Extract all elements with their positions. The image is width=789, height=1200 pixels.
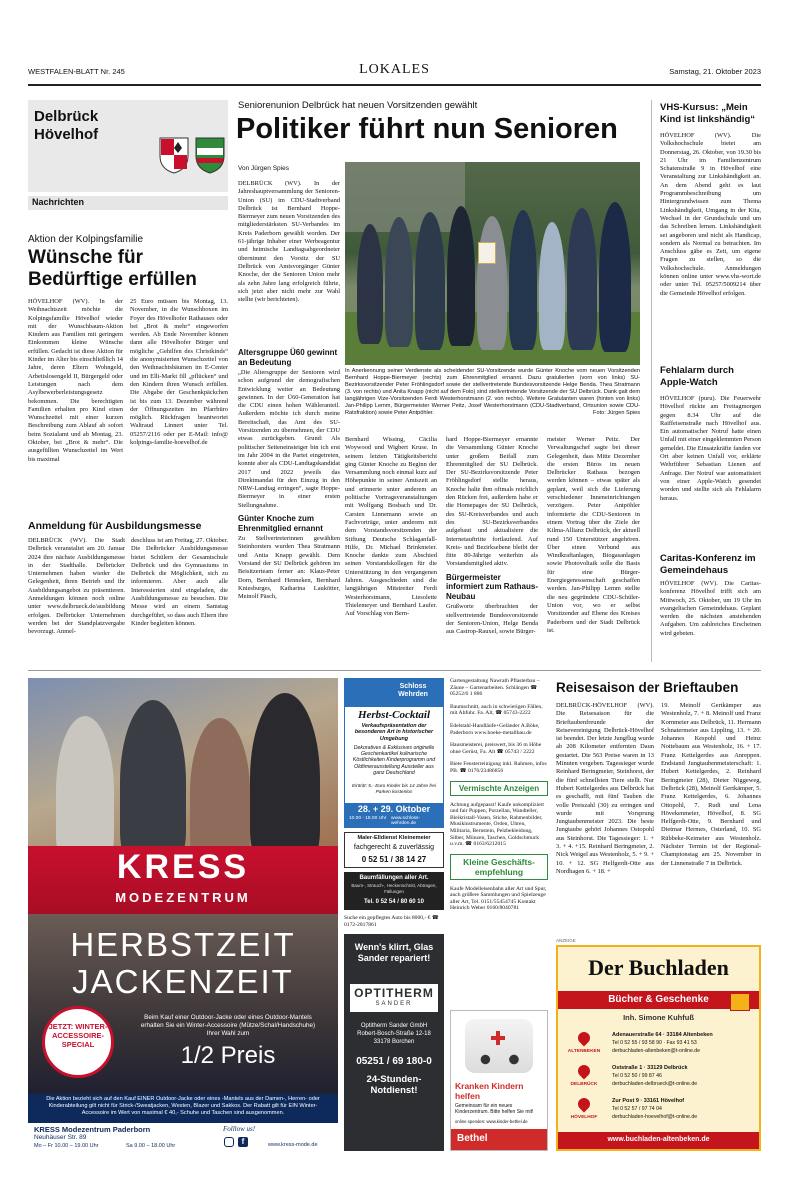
lead-colB2: Grußworte überbrachten der stellvertretende Bundesvorsitzende der Senioren-Union, Helge Benda aus Castrop-Rauxel, sowie Bürger- <box>446 603 538 636</box>
kolping-col1: HÖVELHOF (WV). In der Weihnachtszeit möchte die Kolpingsfamilie Hövelhof wieder mit der Wunschbaum-Aktion Kindern aus Familien mit geringem Einkommen kleine Wünsche erfüllen. Gedacht ist diese Aktion für Kinder im Alter bis einschließlich 14 Jahre, deren Eltern Wohngeld, Arbeitslosengeld II, Bürgergeld oder Leistungen nach dem Asylbewerberleistungsgesetz bekommen. Die berechtigten Familien erhalten pro Kind einen Wunschzettel mit einer kurzen Beschreibung zum Ablauf ab sofort beim Sozialamt und ab Montag, 23. Oktober, bei „Brot & mehr“. Die ausgefüllten Wunschzettel im Wert bis maximal <box>28 298 123 463</box>
classified-8: Kaufe Modelleisenbahn aller Art und Spur, auch größere Sammlungen und Spielzeuge aller Art, Tel. 0151/55454745 Kontakt Heinrich Weber 0160/8040781 <box>450 885 547 912</box>
fehlalarm-headline: Fehlalarm durch Apple-Watch <box>660 365 734 388</box>
schloss-l3: Eintritt: 5,- Euro Kinder bis 14 Jahre frei Parken kostenlos <box>352 784 436 795</box>
person-5 <box>477 216 507 350</box>
optitherm-tag: 24-Stunden-Notdienst! <box>366 1074 422 1096</box>
classified-3: Edelstahl-Handläufe+Geländer A.Böke, Paderborn www.boeke-metallbau.de <box>450 722 540 736</box>
classified-auto: Suche ein gepflegtes Auto bis 8000,- € ☎ 0172-2817861 <box>344 915 439 928</box>
photo-certificate <box>478 242 496 264</box>
kolping-col2: 25 Euro müssen bis Montag, 13. November, in die Wunschboxen im Foyer des Hövelhofer Rathauses oder bei „Brot & mehr“ eingeworfen werden. Ab Ende November können dann alle Hövelhofer Bürger und mögliche „Gehilfen des Christkinds“ die anonymisierten Wunschzettel von den Weihnachtsbäumen im E-Center und im Elli-Markt fill „pflücken“ und den Kindern ihren Wunsch erfüllen. Die Abgabe der Geschenkpäckchen ist bis zum 13. Dezember während der Öffnungszeiten im Pfarrbüro möglich. Rückfragen beantwortet Waltraud Linnert unter Tel. 05257/2116 oder per E-Mail: info@ kolpings-familie-hoevelhof.de <box>130 298 228 447</box>
schloss-title: Herbst-Cocktail <box>357 709 431 721</box>
brieftauben-col1: DELBRÜCK-HÖVELHOF (WV). Die Reisesaison für die Brieftaubenfreunde der Reisevereinigung Delbrück-Hövelhof ist beendet. Der letzte Jungflug wurde ab 208 Kilometer entfernten Daun gestartet. Die 563 Preise waren in 13 Minuten vergeben. Tagessieger wurde Reinhard Beringmeier, Steinhorst, der die fünf schnellsten Tiere stellt. Nur Hubert Kettelgerdes aus Delbrück hat es geschafft, mit fünf Tauben die volle Preiszahl (30) zu erringen und wurde mit Vorsprung Jungtaubenmeister 2023. Die beste Jungtaube gehört Johannes Ostopohl aus Steinhorst. Die Tagessieger: 1. + 3. + 4. +15. Reinhard Beringmeier, 2. Nick Weigel aus Westenholz, 5. + 9. + 10. + 12. SG Helfgerdt-Otte aus Nordhagen 6. + 18. + <box>556 702 654 875</box>
pin-icon-1 <box>576 1030 593 1047</box>
vhs-headline: VHS-Kursus: „Mein Kind ist linkshändig“ <box>660 102 756 125</box>
kress-addr: Neuhäuser Str. 89 <box>34 1134 87 1141</box>
classified-2: Baumschnitt, auch in schwierigen Fällen, mit Abfuhr. Fa. Alt, ☎ 05743-2222 <box>450 703 543 717</box>
optitherm-addr: Optitherm Sander GmbH Robert-Bosch-Straße 12-18 33178 Borchen <box>357 1023 431 1045</box>
issue-date: Samstag, 21. Oktober 2023 <box>669 67 761 76</box>
buch-loc3: HÖVELHOF <box>570 1115 598 1120</box>
kress-badge-text: JETZT: WINTER-ACCESSOIRE-SPECIAL <box>48 1022 108 1049</box>
vermischtes-header: Vermischte Anzeigen <box>450 781 548 796</box>
bau-t2: Baum-, Strauch-, Heckenschnitt, Abtragen, Fällungen <box>351 883 437 894</box>
kress-fine: Die Aktion bezieht sich auf den Kauf EINER Outdoor-Jacke oder eines -Mantels aus der Damen-, Herren- oder Kinderabteilung gilt nicht für Strick-/Sweatjacken, Westen, Blazer und Sakkos. Der Rabatt gilt für EIN Winter-Accessoire im Wert von maximal € 40,- Schuhe und Taschen sind ausgenommen. <box>46 1096 320 1116</box>
masthead-rule <box>28 84 761 86</box>
messe-col2: deschluss ist am Freitag, 27. Oktober. Die Delbrücker Ausbildungsmesse bietet Schülern der Gesamtschule Delbrück und des Gymnasiums in Delbrück die Möglichkeit, sich zu informieren. Aber auch alle Interessierten sind eingeladen, die Ausbildungsmesse zu besuchen. Die Messe wird an einem Samstag durchgeführt, so dass auch Eltern ihre Kinder begleiten können. <box>131 537 228 627</box>
bethel-ad <box>450 1010 548 1151</box>
schloss-date: 28. + 29. Oktober <box>357 804 431 814</box>
classifieds-column <box>450 678 548 912</box>
classified-4: Hausmeisterei, preiswert, bis 36 m Höhe ohne Gerüst, Fa. Alt ☎ 05743 / 2222 <box>450 742 542 755</box>
kress-brand: KRESS <box>116 848 250 886</box>
section-title: LOKALES <box>359 62 430 77</box>
maler-line: fachgerecht & zuverlässig <box>353 844 435 851</box>
bethel-brand: Bethel <box>457 1133 488 1144</box>
nachrichten-bar <box>28 196 228 210</box>
brieftauben-headline: Reisesaison der Brieftauben <box>556 680 739 695</box>
lead-colC: meister Werner Peitz. Der Verwaltungschef sagte bei dieser Gelegenheit, dass Mitte Dezember die ersten Büros im neuen Delbrücker Rathaus bezogen werden können – etwas später als geplant, weil sich die Lieferung verschiedener Inneneinrichtungen verzögere. Peter Antpöhler informierte die CDU-Senioren in einem Vortrag über die Ziele der Kilma-Allianz Delbrück, der aktuell rund 150 Unterstützer angehören. Über einen Verbund aus Windkraftanlagen, Biogasanlagen sowie Photovoltaik solle die Basis für eine Bürger-Energiegenossenschaft geschaffen werden. Jan-Philipp Lemm stellte die neu gegründete CDU-Schüler-Union vor, wo er selbst Vorsitzender auf Ebene des Kreises Paderborn und der Stadt Delbrück ist. <box>547 436 640 634</box>
facebook-icon[interactable]: f <box>238 1137 248 1147</box>
bau-ad <box>344 872 444 910</box>
person-6 <box>509 210 537 350</box>
schloss-ad <box>344 678 444 828</box>
maler-name: Maler-Elldienst Kleinemeier <box>357 835 431 841</box>
instagram-icon[interactable] <box>224 1137 234 1147</box>
kress-price: 1/2 Preis <box>180 1042 276 1069</box>
person-8 <box>567 208 597 350</box>
buchladen-ad <box>556 945 761 1151</box>
kress-photo <box>28 678 338 863</box>
kress-model-4 <box>250 693 320 865</box>
caritas-body: HÖVELHOF (WV). Die Caritas-konferenz Hövelhof trifft sich am Mittwoch, 25. Oktober, um 19 Uhr im evangelischen Gemeindehaus. Geplant werden die nächsten anstehenden Aufgaben. Um zahlreiches Erscheinen wird gebeten. <box>660 580 761 637</box>
buch-owner: Inh. Simone Kuhfuß <box>623 1013 694 1022</box>
kress-model-1 <box>56 716 114 866</box>
buch-t1: Tel 0 52 55 / 93 58 90 · Fax 93 41 53 <box>612 1040 697 1046</box>
buch-m1[interactable]: derbuchladen-altenbeken@t-online.de <box>612 1048 701 1054</box>
lead-body1: „Die Altersgruppe der Senioren wird schon aufgrund der demografischen Entwicklung weiter an Bedeutung gewinnen. In der Ü60-Generation hat die CDU einen hohen Wähleranteil. Außerdem möchte ich durch meine Bereitschaft, das Amt des SU-Vorsitzenden zu übernehmen, der CDU etwas zurückgeben. Grund: Als politischer Seiteneinsteiger bin ich erst im Jahr 2004 in die Partei eingetreten, konnte aber als CDU-Landtagskandidat 2017 und 2022 jeweils das Direktmandat für den Einzug in den NRW-Landtag erringen“, sagte Hoppe-Biermeyer in einer ersten Stellungnahme. <box>238 369 340 509</box>
lead-intro: DELBRÜCK (WV). In der Jahreshauptversammlung der Senioren-Union (SU) im CDU-Stadtverband Delbrück ist Bernhard Hoppe-Biermeyer zum neuen Vorsitzenden des mitgliederstärksten SU-Verbandes im Kreis Paderborn gewählt worden. Der 61-jährige Inhaber einer Werbeagentur und heimische Landtagsabgeordneter übernimmt den Vorsitz der SU Delbrück von Amtsvorgänger Günter Knoche, der die Senioren Union mehr als zehn Jahre lang erfolgreich führte, sich jetzt aber nicht mehr zur Wahl stellte (wir berichteten). <box>238 180 340 304</box>
bethel-body: Gemeinsam für ein neues Kinderzentrum. Bitte helfen Sie mit! <box>455 1103 534 1115</box>
caritas-headline: Caritas-Konferenz im Gemeindehaus <box>660 553 756 576</box>
kress-offer: Beim Kauf einer Outdoor-Jacke oder eines Outdoor-Mantels erhalten Sie ein Winter-Accessoire (Mütze/Schal/Handschuhe) Ihrer Wahl zum <box>140 1014 316 1037</box>
kress-ad <box>28 678 338 1151</box>
optitherm-head: Wenn's klirrt, Glas Sander repariert! <box>354 942 434 963</box>
kress-follow: Folllow us! <box>223 1125 256 1133</box>
masthead <box>28 62 761 84</box>
classified-5: Biete Fensterreinigung inkl. Rahmen, infos PB. ☎ 0176/23486856 <box>450 761 547 774</box>
lead-intro-wrap <box>238 348 340 601</box>
person-2 <box>385 217 413 347</box>
optitherm-brand: OPTITHERM <box>354 986 434 1000</box>
classified-6: Achtung aufgepasst! Kaufe unkompliziert und fair Puppen, Porzellan, Wandteller, Bleikristall-Vasen, Stiche, Rahmenbilder, Musikinstrumente, Orden, Uhren, Militaria, Bernstein, Pelzbekleidung, Silber, Münzen, Taschen, Goldschmuck u.v.m. ☎ 0163/6212015 <box>450 801 544 848</box>
buch-t2: Tel 0 52 50 / 99 87 46 <box>612 1073 662 1079</box>
messe-headline: Anmeldung für Ausbildungsmesse <box>28 520 202 532</box>
buch-a1: Adenauerstraße 64 · 33184 Altenbeken <box>612 1032 713 1038</box>
optitherm-sub: SANDER <box>375 1001 413 1007</box>
optitherm-ad <box>344 934 444 1151</box>
buch-a3: Zur Post 9 · 33161 Hövelhof <box>612 1098 685 1104</box>
gift-icon <box>730 993 750 1011</box>
person-3 <box>415 212 445 350</box>
kress-line1: HERBSTZEIT <box>70 926 296 963</box>
kress-hours2: Sa 9.00 – 18.00 Uhr <box>126 1143 176 1149</box>
lead-sub3: Bürgermeister informiert zum Rathaus-Neubau <box>446 572 539 601</box>
photo-credit: Foto: Jürgen Spies <box>593 410 640 416</box>
kress-sub: MODEZENTRUM <box>115 890 251 905</box>
messe-col1: DELBRÜCK (WV). Die Stadt Delbrück veranstaltet am 20. Januar 2024 ihre nächste Ausbildungsmesse in der Stadthalle. Delbrücker Unternehmen haben wieder die Gelegenheit, ihren Betrieb und ihr Ausbildungsangebot zu präsentieren. Anmeldungen können noch online unter www.delbrueck.de/ausbildung erfolgen. Delbrücker Unternehmen werden bei der Standplatzvergabe bevorzugt. Anmel- <box>28 537 125 636</box>
lead-colA: Bernhard Wissing, Cäcilia Woywood und Wigbert Kruse. In seinem letzten Tätigkeitsbericht ging Günter Knoche zu Beginn der Versammlung noch einmal kurz auf Höhepunkte in seiner Amtszeit an und erinnerte unter anderem an politische Vortragsveranstaltungen mit Wolfgang Bosbach und Dr. Carsten Linnemann sowie an Fachvorträge, unter anderem mit dem Vorstandsvorsitzenden der Stiftung Deutsche Schlaganfall-Hilfe, Dr. Michael Brinkmeier. Knoche dankte zum Abschied seinen Vorstandskollegen für die Unterstützung in den vergangenen Jahren. Ausgeschieden sind die langjährigen Mitstreiter Ferdi Westerhorstmann, Liesolette Thielemeyer und Bernhard Laufer. Auf Vorschlag von Bern- <box>345 436 437 618</box>
buch-loc1: ALTENBEKEN <box>567 1049 601 1054</box>
buch-web[interactable]: www.buchladen-altenbeken.de <box>607 1136 710 1143</box>
lead-byline: Von Jürgen Spies <box>238 165 289 172</box>
person-1 <box>357 224 383 344</box>
pin-icon-3 <box>576 1096 593 1113</box>
photo-building <box>345 162 465 232</box>
ads-top-rule <box>28 670 761 671</box>
locality-line1: Delbrück <box>34 108 99 125</box>
bau-t1: Baumfällungen aller Art. <box>359 875 429 881</box>
buch-sub: Bücher & Geschenke <box>608 994 709 1005</box>
schloss-web[interactable]: www.schloss-wehrden.de <box>391 816 421 826</box>
lead-sub2: Günter Knoche zum Ehrenmitglied ernannt <box>238 514 323 533</box>
locality-box <box>28 100 228 192</box>
lead-body2: Zu Stellvertreterinnen gewählten Steinhorsters wurden Thea Stratmann und Anita Knapp gewählt. Dem Vorstand der SU Delbrück gehören im Beisitzerteam ferner an: Klaus-Peter Dorn, Bernhard Henneken, Bernhard Kniesburges, Katharina Laukötter, Meinolf Päsch, <box>238 535 340 601</box>
person-7 <box>539 222 565 350</box>
person-4 <box>447 206 475 346</box>
buch-m3[interactable]: derbuchladen-hoevelhof@t-online.de <box>612 1114 698 1120</box>
toy-ambulance-icon <box>465 1019 533 1073</box>
lead-colB-wrap <box>446 436 538 636</box>
schloss-l1: Verkaufspräsentation der besonderen Art in historischer Umgebung <box>354 723 434 742</box>
buch-anzeige-label: ANZEIGE <box>556 938 576 943</box>
buch-a2: Oststraße 1 · 33129 Delbrück <box>612 1065 688 1071</box>
right-col-divider <box>651 100 652 662</box>
kress-store: KRESS Modezentrum Paderborn <box>34 1125 151 1134</box>
paper-issue: WESTFALEN-BLATT Nr. 245 <box>28 67 125 76</box>
lead-colB: hard Hoppe-Biermeyer ernannte die Versammlung Günter Knoche unter großem Beifall zum Ehrenmitglied der SU Delbrück. Der SU-Bezirksvorsitzende Peter Fröhlingsdorf stellte heraus, Knoche halte ihm oftmals reichlich den Rücken frei, außerdem habe er die Homepages der SU Delbrück, des SU-Kreisverbandes und auch des SU-Bezirksverbandes aufgebaut und aktualisiere die Internetauftritte fortlaufend. Auf Kreis- und Bezirksebene bleibt der fitte 80-Jährige weiterhin als Vorstandsmitglied aktiv. <box>446 436 538 568</box>
hoevelhof-crest-icon <box>194 136 226 174</box>
buch-m2[interactable]: derbuchladen-delbrueck@t-online.de <box>612 1081 698 1087</box>
maler-phone: 0 52 51 / 38 14 27 <box>361 855 427 864</box>
brieftauben-col2: 19. Meinolf Gertkämper aus Westenholz, 7. + 8. Meinolf und Franz Kornmeier aus Delbrück, 11. Hermann Schnatermeier aus Lippling, 13. + 20. Johannes Kespohl und Heinz Nottebaum aus Westenholz, 16. + 17. Franz Kettelgerdes aus Anreppen. Endstand Jungtaubenmeisterschaft: 1. Hubert Kettelgerdes, 2. Reinhard Beringmeier (28), Dieter Niggeweg, Delbrück (28), Meinolf Gertkämper, 5. Franz Kettelgerdes, 6. Johannes Ottopohl, 7. Rudi und Lena Hövekenmeier, Hövelhof, 8. SG Helfgerdt-Otte, 9. Bernhard und Dietmar Hermes, Osterland, 10. SG Rübbeke-Keimeier aus Westenholz. Nächster Termin ist der Regional-Championstag am 25. November in der Linnenstraße 7 in Delbrück. <box>661 702 761 867</box>
maler-ad <box>344 832 444 868</box>
photo-caption-text: In Anerkennung seiner Verdienste als scheidender SU-Vorsitzende wurde Günter Knoche vom neuen Vorsitzenden Bernhard Hoppe-Biermeyer (rechts) zum Ehrenmitglied ernannt. Dazu gratulierten (vorn von links) SU-Bezirksvorsitzender Peter Fröhlingsdorf sowie der stellvertretende Bundesvorsitzende Helge Benda. Thea Stratmann (3. von rechts) und Anita Knapp (nicht auf dem Foto) sind stellvertretende Vorsitzende der SU Delbrück. Dank galt dem langjährigen Vize-Vorsitzenden Ferdi Westerhorstmann (2. von rechts). Weitere Gratulanten waren (hinten von links) Jan-Philipp Lemm, Bürgermeister Werner Peitz, Josef Westerhorstmann (CDU-Stadtverband, Ortsunion sowie CDU-Ratsfraktion) sowie Peter Antpöhler. <box>345 368 640 416</box>
vhs-body: HÖVELHOF (WV). Die Volkshochschule bietet am Donnerstag, 26. Oktober, von 19.30 bis 21 Uhr im Familienzentrum Schatenstraße 9 in Hövelhof eine Veranstaltung zur Linkshändigkeit an. An dem Abend geht es laut Programmbeschreibung um Hintergrundwissen zum Thema Linkshändigkeit, Umgang in der Kita, Wechsel in der Grundschule und um das Schreiben lernen. Linkshändigkeit sei angeboren und nicht als Handicap, sondern als Normal zu betrachten. Im Anschluss gäbe es Zeit, um eigene Fragen zu stellen, so die Volkshochschule. Anmeldungen können online unter www.vhs-wort.de oder unter Tel. 05257/5009214 über die Gemeinde Hövelhof erfolgen. <box>660 132 761 297</box>
kress-model-2 <box>120 700 186 865</box>
bethel-head: Kranken Kindern helfen <box>455 1081 524 1101</box>
kress-web[interactable]: www.kress-mode.de <box>268 1142 318 1148</box>
lead-headline: Politiker führt nun Senioren <box>236 113 618 145</box>
group-photo <box>345 162 640 365</box>
buch-title: Der Buchladen <box>588 955 729 980</box>
lead-sub1: Altersgruppe Ü60 gewinnt an Bedeutung <box>238 348 338 367</box>
photo-caption <box>345 368 640 417</box>
bethel-online[interactable]: online spenden: www.kinder-bethel.de <box>455 1119 528 1124</box>
optitherm-phone: 05251 / 69 180-0 <box>356 1056 432 1067</box>
delbrueck-crest-icon <box>158 136 190 174</box>
buch-t3: Tel 0 52 57 / 97 74 04 <box>612 1106 662 1112</box>
bau-phone: Tel. 0 52 54 / 80 60 10 <box>364 899 424 905</box>
fehlalarm-body: HÖVELHOF (puru). Die Feuerwehr Hövelhof rückte am Freitagmorgen gegen 8.34 Uhr auf die Raiffeisenstraße nach Hövelhof aus. Ein automatischer Notruf hatte einen Unfall mit einer eingeklemmten Person gemeldet. Die Einsatzkräfte fanden vor Ort aber keinen Unfall vor, erklärte Wehrführer Sebastian Lienen auf Anfrage. Der Notruf war automatisiert von einer Apple-Watch gesendet worden und stellte sich als Fehlalarm heraus. <box>660 395 761 502</box>
pin-icon-2 <box>576 1063 593 1080</box>
kress-line2: JACKENZEIT <box>72 963 294 1000</box>
classified-1: Gartengestaltung Nawrath Pflasterbau – Zäune – Gartenarbeiten. Schlängen ☎ 05252/6 1 886 <box>450 678 540 698</box>
kolping-headline: Wünsche für Bedürftige erfüllen <box>28 247 197 290</box>
buch-loc2: DELBRÜCK <box>570 1082 598 1087</box>
schloss-l2: Dekoratives & Exklusives originelle Geschenkartikel kulinarische Köstlichkeiten Kinderprogramm und Oldtimerausstellung Aussteller aus ganz Deutschland <box>352 745 436 776</box>
kress-hours1: Mo – Fr 10.00 – 19.00 Uhr <box>34 1143 99 1149</box>
schloss-time: 10.00 - 18.00 Uhr <box>349 816 387 821</box>
lead-kicker: Seniorenunion Delbrück hat neuen Vorsitzenden gewählt <box>238 100 478 111</box>
kolping-kicker: Aktion der Kolpingsfamilie <box>28 234 144 245</box>
kleine-header: Kleine Geschäfts-empfehlung <box>450 854 548 880</box>
schloss-name: Schloss Wehrden <box>398 683 428 698</box>
person-9 <box>599 202 631 352</box>
locality-line2: Hövelhof <box>34 126 99 143</box>
nachrichten-label: Nachrichten <box>32 197 85 207</box>
ambulance-cross <box>491 1031 505 1045</box>
